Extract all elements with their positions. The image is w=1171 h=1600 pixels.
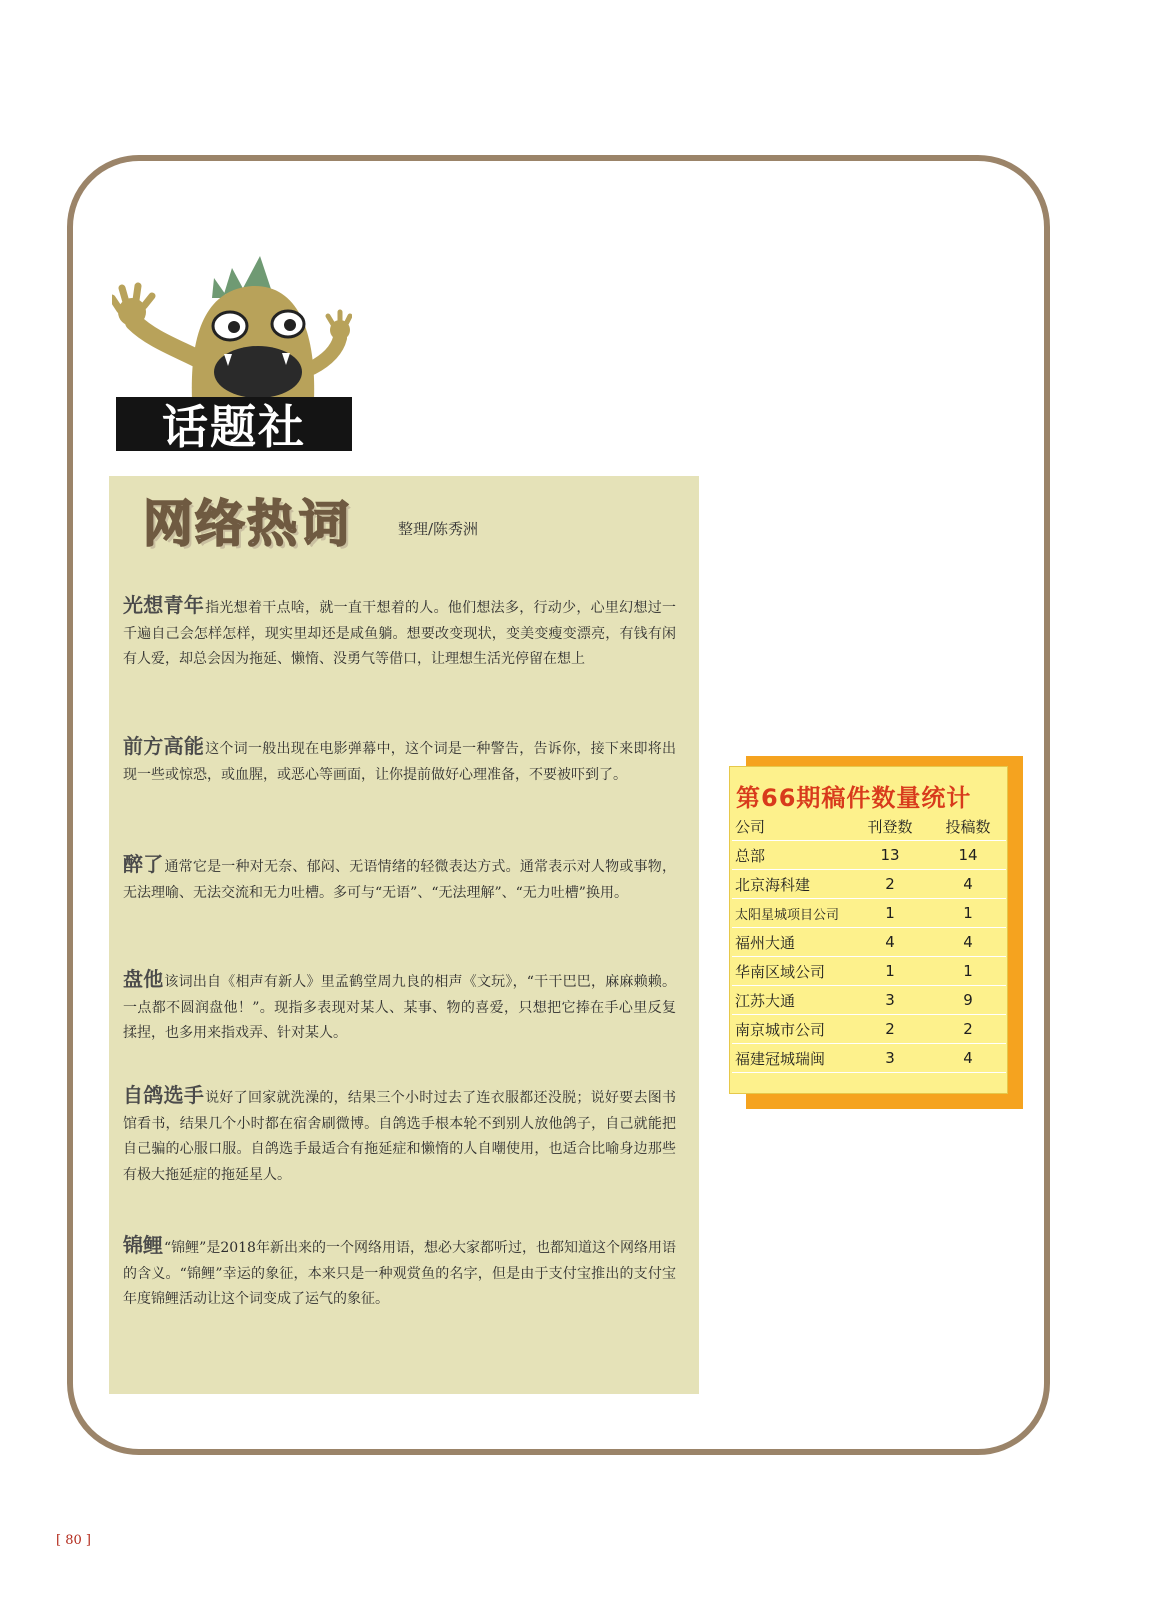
stats-table (732, 813, 1006, 1073)
company-cell: 福建冠城瑞闽 (732, 1044, 850, 1073)
submitted-cell: 1 (930, 899, 1006, 928)
table-row (732, 841, 1006, 870)
submitted-cell: 9 (930, 986, 1006, 1015)
entry-term: 盘他 (123, 967, 164, 991)
monster-mascot-illustration (112, 250, 352, 400)
glossary-entry (123, 967, 676, 1047)
article-title: 网络热词 (143, 495, 351, 553)
table-row (732, 986, 1006, 1015)
entry-term: 自鸽选手 (123, 1083, 205, 1107)
submitted-cell: 4 (930, 928, 1006, 957)
company-cell: 福州大通 (732, 928, 850, 957)
published-cell: 3 (850, 1044, 930, 1073)
company-cell: 江苏大通 (732, 986, 850, 1015)
submitted-cell: 2 (930, 1015, 1006, 1044)
submitted-cell: 14 (930, 841, 1006, 870)
entry-term: 醉了 (123, 852, 164, 876)
table-row (732, 928, 1006, 957)
table-row (732, 899, 1006, 928)
header-submitted: 投稿数 (930, 813, 1006, 841)
table-row (732, 1015, 1006, 1044)
submitted-cell: 4 (930, 1044, 1006, 1073)
published-cell: 3 (850, 986, 930, 1015)
header-published: 刊登数 (850, 813, 930, 841)
table-row (732, 870, 1006, 899)
entry-term: 光想青年 (123, 593, 205, 617)
submitted-cell: 1 (930, 957, 1006, 986)
header-company: 公司 (732, 813, 850, 841)
company-cell: 南京城市公司 (732, 1015, 850, 1044)
company-cell: 华南区域公司 (732, 957, 850, 986)
published-cell: 1 (850, 957, 930, 986)
section-banner: 话题社 (116, 397, 352, 451)
company-cell: 总部 (732, 841, 850, 870)
published-cell: 1 (850, 899, 930, 928)
published-cell: 2 (850, 1015, 930, 1044)
published-cell: 2 (850, 870, 930, 899)
published-cell: 4 (850, 928, 930, 957)
article-byline: 整理/陈秀洲 (398, 520, 479, 538)
stats-header-row (732, 813, 1006, 841)
glossary-entry (123, 593, 676, 673)
page-number: [ 80 ] (56, 1533, 91, 1548)
entry-term: 前方高能 (123, 734, 205, 758)
table-row (732, 1044, 1006, 1073)
company-cell: 北京海科建 (732, 870, 850, 899)
company-cell: 太阳星城项目公司 (732, 899, 850, 928)
glossary-entry (123, 1083, 676, 1188)
glossary-entry (123, 852, 676, 906)
entry-definition: 说好了回家就洗澡的，结果三个小时过去了连衣服都还没脱；说好要去图书馆看书，结果几个小时都在宿舍刷微博。自鸽选手根本轮不到别人放他鸽子，自己就能把自己骗的心服口服。自鸽选手最适合有拖延症和懒惰的人自嘲使用，也适合比喻身边那些有极大拖延症的拖延星人。 (123, 1090, 677, 1183)
glossary-entry (123, 1233, 676, 1313)
entry-definition: “锦鲤”是2018年新出来的一个网络用语，想必大家都听过，也都知道这个网络用语的含义。“锦鲤”幸运的象征，本来只是一种观赏鱼的名字，但是由于支付宝推出的支付宝年度锦鲤活动让这个词变成了运气的象征。 (123, 1240, 677, 1308)
entry-term: 锦鲤 (123, 1233, 164, 1257)
entry-definition: 通常它是一种对无奈、郁闷、无语情绪的轻微表达方式。通常表示对人物或事物，无法理喻、无法交流和无力吐槽。多可与“无语”、“无法理解”、“无力吐槽”换用。 (123, 859, 677, 901)
entry-definition: 该词出自《相声有新人》里孟鹤堂周九良的相声《文玩》，“干干巴巴，麻麻赖赖。一点都不圆润盘他！”。现指多表现对某人、某事、物的喜爱，只想把它捧在手心里反复揉捏，也多用来指戏弄、针对某人。 (123, 974, 677, 1042)
glossary-entry (123, 734, 676, 788)
submitted-cell: 4 (930, 870, 1006, 899)
entry-definition: 指光想着干点啥，就一直干想着的人。他们想法多，行动少，心里幻想过一千遍自己会怎样怎样，现实里却还是咸鱼躺。想要改变现状，变美变瘦变漂亮，有钱有闲有人爱，却总会因为拖延、懒惰、没勇气等借口，让理想生活光停留在想上 (123, 600, 677, 668)
entry-definition: 这个词一般出现在电影弹幕中，这个词是一种警告，告诉你，接下来即将出现一些或惊恐，或血腥，或恶心等画面，让你提前做好心理准备，不要被吓到了。 (123, 741, 677, 783)
table-row (732, 957, 1006, 986)
published-cell: 13 (850, 841, 930, 870)
stats-title: 第66期稿件数量统计 (736, 784, 972, 812)
